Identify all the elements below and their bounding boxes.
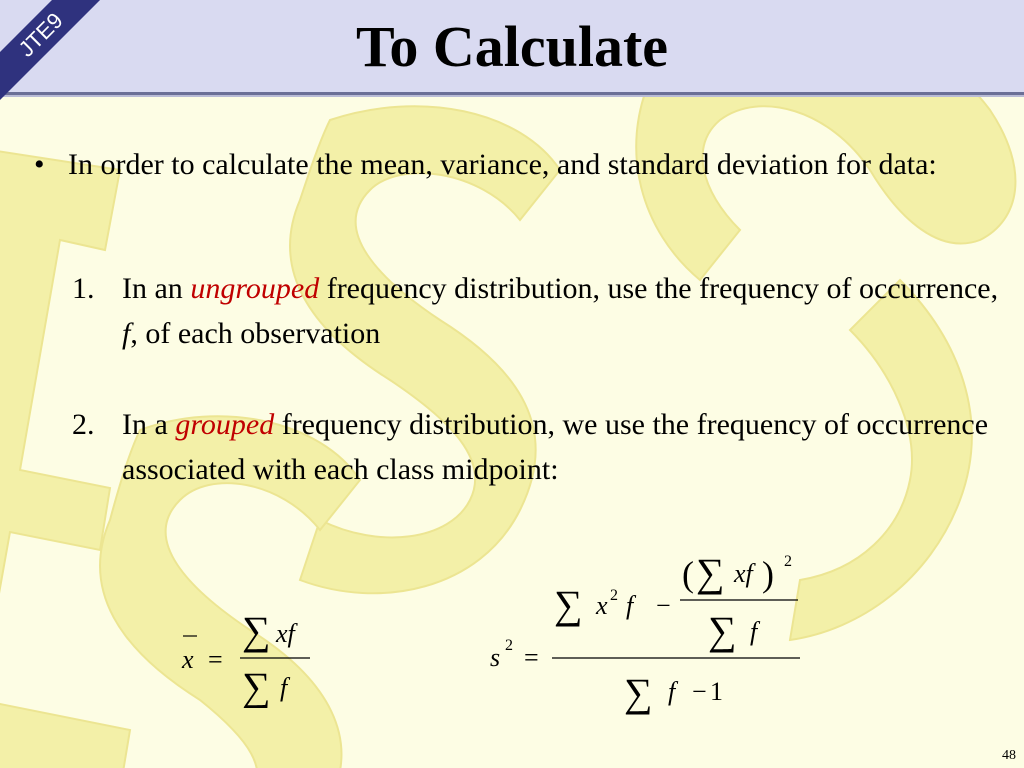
item-middle: frequency distribution, we use the frequency of occurrence associated with each class midpoint: — [122, 408, 989, 486]
mean-formula — [170, 598, 330, 708]
paren-close: ) — [762, 554, 774, 594]
item-variable: f — [122, 317, 131, 350]
slide-title: To Calculate — [355, 14, 669, 79]
variance-lhs-exponent: 2 — [505, 637, 513, 654]
sum-symbol: ∑ — [242, 664, 271, 708]
sum-symbol: ∑ — [708, 608, 737, 653]
sum-symbol: ∑ — [554, 582, 583, 627]
item-suffix: , of each observation — [130, 317, 381, 350]
sum-symbol: ∑ — [696, 550, 725, 595]
bullet-symbol: • — [34, 148, 45, 181]
variance-lhs: s — [490, 643, 501, 672]
list-item-text — [122, 266, 1017, 356]
bullet-text: In order to calculate the mean, variance, and standard deviation for data: — [68, 148, 937, 181]
item-prefix: In a — [122, 408, 176, 441]
variance-minus: − — [656, 591, 671, 620]
keyword-ungrouped: ungrouped — [190, 272, 320, 305]
inner-denominator-f: f — [750, 617, 758, 646]
title-bar — [0, 0, 1024, 95]
sum-symbol: ∑ — [242, 608, 271, 653]
paren-open: ( — [682, 554, 694, 594]
sum-symbol: ∑ — [624, 670, 653, 715]
slide-number: 48 — [1002, 748, 1016, 763]
list-item-text — [122, 402, 1017, 492]
list-item-number: 2. — [72, 408, 95, 441]
mean-equals: = — [208, 645, 223, 674]
variance-formula — [480, 540, 820, 720]
mean-denominator: f — [280, 673, 288, 702]
mean-lhs: x — [182, 645, 194, 674]
variance-x: x — [596, 591, 608, 620]
inner-xf: xf — [734, 559, 753, 588]
list-item-number: 1. — [72, 272, 95, 305]
corner-ribbon-label: JTE9 — [0, 0, 106, 100]
variance-f: f — [626, 591, 634, 620]
keyword-grouped: grouped — [175, 408, 275, 441]
denominator-f: f — [668, 677, 676, 706]
denominator-minus: − — [692, 677, 707, 706]
variance-equals: = — [524, 643, 539, 672]
mean-numerator: xf — [276, 619, 295, 648]
variance-x-exponent: 2 — [610, 587, 618, 604]
item-middle: frequency distribution, use the frequency of occurrence, — [319, 272, 999, 305]
denominator-one: 1 — [710, 677, 723, 706]
item-prefix: In an — [122, 272, 191, 305]
outer-exponent: 2 — [784, 553, 792, 570]
